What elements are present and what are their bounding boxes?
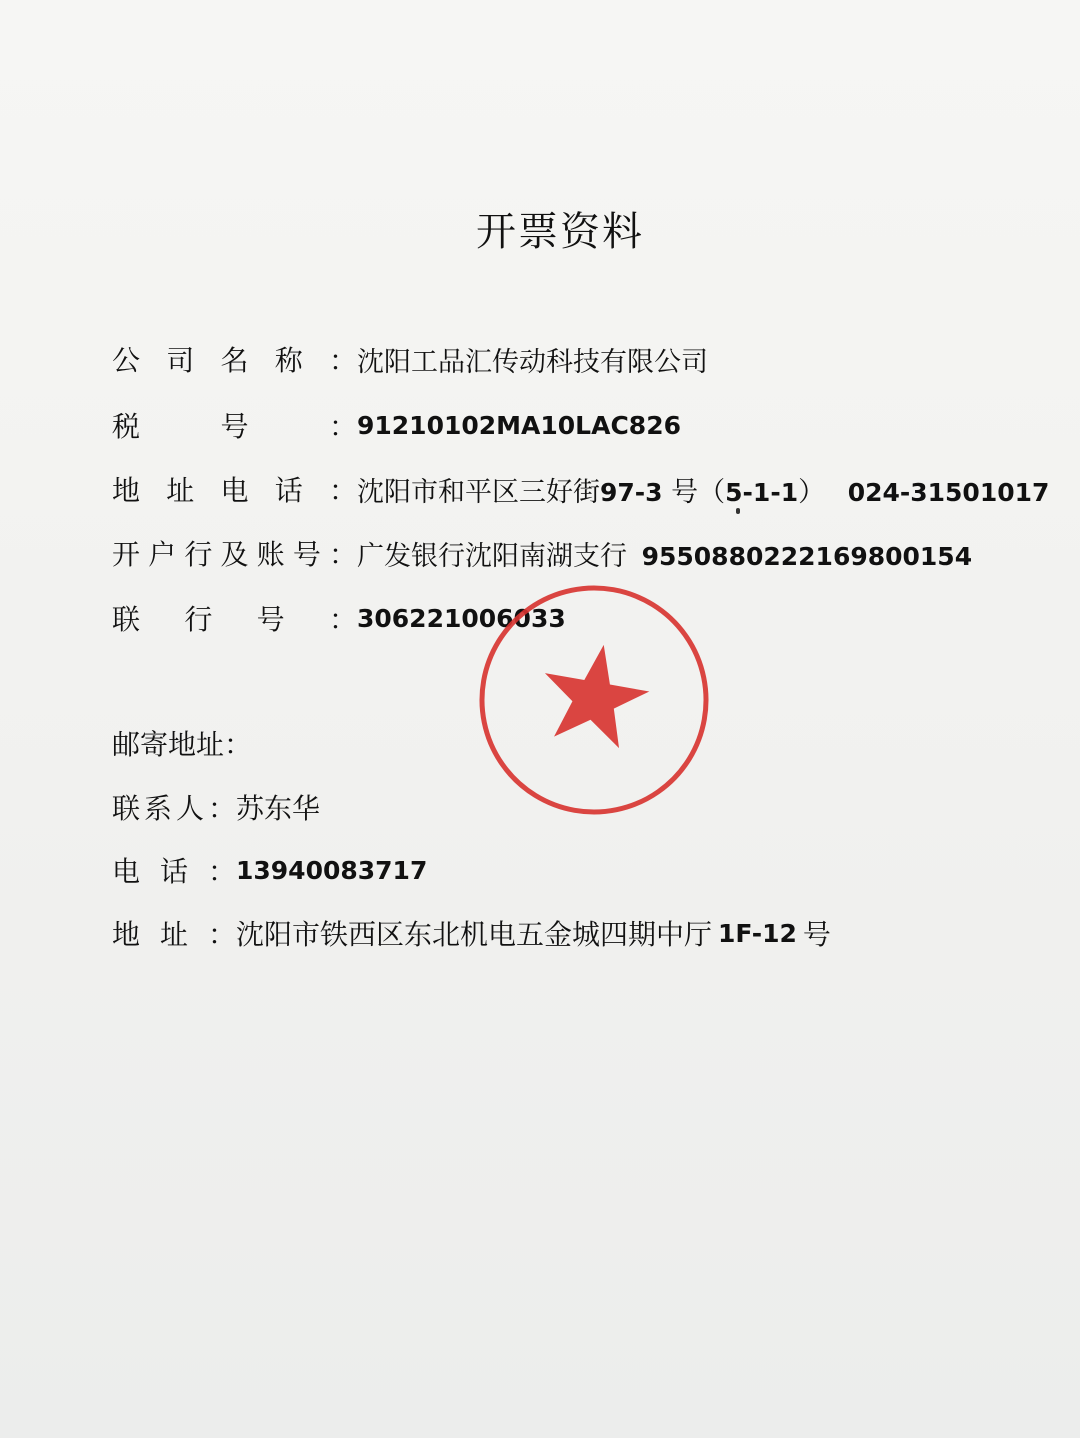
- field-bank-code-label: 联行号：: [112, 603, 357, 636]
- bank-account: 9550880222169800154: [641, 541, 973, 571]
- field-company-row: [112, 337, 708, 381]
- field-company-value: 沈阳工品汇传动科技有限公司: [357, 346, 708, 378]
- address-phone-number: 024-31501017: [847, 477, 1050, 507]
- mailing-contact-row: [112, 785, 320, 829]
- field-bank-value: [357, 534, 972, 573]
- mailing-heading-row: [112, 721, 252, 765]
- company-seal-icon: [478, 584, 710, 816]
- address-text-2: 号（: [671, 476, 726, 508]
- field-tax-value: 91210102MA10LAC826: [357, 410, 681, 440]
- field-bank-label: 开户行及账号：: [112, 538, 357, 571]
- field-company-label: 公司名称：: [112, 344, 357, 377]
- address-text: 沈阳市和平区三好街: [357, 476, 600, 508]
- address-num-2: 5-1-1: [725, 477, 799, 507]
- mailing-address-num: 1F-12: [718, 918, 797, 948]
- address-num-1: 97-3: [600, 477, 663, 507]
- field-tax-row: [112, 403, 681, 447]
- address-text-3: ）: [798, 476, 826, 508]
- mailing-contact-value: 苏东华: [236, 792, 321, 825]
- mailing-address-suffix: 号: [802, 918, 831, 951]
- field-tax-label: 税号：: [112, 410, 357, 443]
- field-address-phone-row: [112, 467, 1049, 511]
- document-title: 开票资料: [476, 209, 644, 255]
- mailing-address-text: 沈阳市铁西区东北机电五金城四期中厅: [236, 918, 713, 951]
- bank-name: 广发银行沈阳南湖支行: [357, 540, 627, 572]
- mailing-phone-row: [112, 848, 427, 892]
- mailing-contact-label: 联系人：: [112, 792, 236, 825]
- mailing-address-row: [112, 911, 831, 955]
- field-bank-row: [112, 531, 972, 575]
- mailing-phone-label: 电话：: [112, 855, 236, 888]
- mailing-phone-value: 13940083717: [236, 855, 428, 885]
- ink-mark: [736, 508, 740, 514]
- mailing-heading: 邮寄地址：: [112, 728, 253, 761]
- field-address-phone-value: [357, 470, 1049, 509]
- field-bank-code-value: 306221006033: [357, 603, 566, 633]
- mailing-address-label: 地址：: [112, 918, 236, 951]
- field-address-phone-label: 地址电话：: [112, 474, 357, 507]
